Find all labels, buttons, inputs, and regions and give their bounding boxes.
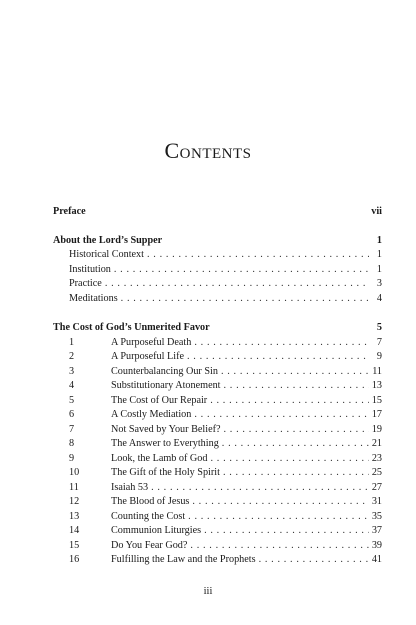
- toc-entry-label: Institution: [69, 263, 111, 275]
- toc-leader-dots: [259, 553, 369, 568]
- toc-section-heading[interactable]: [53, 234, 382, 249]
- toc-entry-label: Do You Fear God?: [111, 539, 188, 551]
- toc-entry-page: 31: [371, 496, 382, 507]
- toc-entry[interactable]: [53, 365, 382, 380]
- toc-entry[interactable]: [53, 466, 382, 481]
- toc-leader-dots: [151, 481, 369, 496]
- toc-entry-label: Fulfilling the Law and the Prophets: [111, 554, 256, 565]
- toc-entry-number: 8: [69, 438, 75, 449]
- toc-entry-label: Counting the Cost: [111, 510, 186, 522]
- toc-entry[interactable]: [53, 481, 382, 496]
- toc-gap: [53, 220, 382, 234]
- toc-entry-label: Historical Context: [69, 249, 144, 260]
- toc-entry[interactable]: [53, 539, 382, 554]
- toc-entry-number: 4: [69, 380, 75, 391]
- toc-entry-label: The Cost of God’s Unmerited Favor: [53, 322, 210, 333]
- toc-entry[interactable]: [53, 423, 382, 438]
- toc-entry-number: 13: [69, 510, 80, 522]
- toc-entry-label: Substitutionary Atonement: [111, 380, 221, 391]
- toc-entry-label: Communion Liturgies: [111, 525, 202, 536]
- toc-entry[interactable]: [53, 495, 382, 510]
- toc-section-items: [53, 248, 382, 306]
- toc-entry-label: Meditations: [69, 292, 118, 304]
- toc-entry-label: A Purposeful Life: [111, 351, 184, 362]
- toc-entry-page: 1: [376, 234, 382, 246]
- toc-leader-dots: [221, 365, 369, 380]
- toc-leader-dots: [187, 350, 369, 365]
- toc-entry-page: 19: [371, 423, 382, 435]
- toc-entry-number: 15: [69, 539, 80, 551]
- toc-leader-dots: [121, 292, 369, 307]
- toc-entry-page: 3: [376, 278, 382, 289]
- toc-entry-page: 5: [376, 322, 382, 333]
- toc-entry-page: 7: [376, 336, 382, 348]
- toc-leader-dots: [210, 394, 369, 409]
- toc-entry[interactable]: [53, 292, 382, 307]
- toc-entry-page: 4: [376, 292, 382, 304]
- toc-leader-dots: [192, 495, 368, 510]
- toc-entry-page: 11: [372, 365, 382, 377]
- toc-leader-dots: [194, 408, 368, 423]
- toc-entry[interactable]: [53, 553, 382, 568]
- toc-entry-page: 17: [371, 409, 382, 420]
- page-title: Contents: [164, 138, 252, 163]
- toc-leader-dots: [114, 263, 369, 278]
- toc-entry-page: 23: [371, 452, 382, 464]
- toc-entry-label: Not Saved by Your Belief?: [111, 423, 221, 435]
- toc-leader-dots: [190, 539, 368, 554]
- toc-entry-label: Counterbalancing Our Sin: [111, 365, 218, 377]
- toc-entry-page: 27: [371, 481, 382, 493]
- toc-entry-label: Look, the Lamb of God: [111, 452, 208, 464]
- toc-leader-dots: [210, 452, 368, 467]
- toc-entry-number: 1: [69, 336, 75, 348]
- toc-leader-dots: [147, 248, 369, 263]
- toc-entry[interactable]: [53, 277, 382, 292]
- toc-leader-dots: [224, 423, 369, 438]
- toc-leader-dots: [188, 510, 369, 525]
- toc-entry[interactable]: [53, 248, 382, 263]
- toc-entry-number: 2: [69, 351, 75, 362]
- toc-entry-page: 13: [371, 380, 382, 391]
- toc-entry[interactable]: [53, 350, 382, 365]
- toc-entry-label: Isaiah 53: [111, 481, 149, 493]
- toc-entry-label: A Purposeful Death: [111, 336, 192, 348]
- toc-entry[interactable]: [53, 452, 382, 467]
- toc-entry-label: About the Lord’s Supper: [53, 234, 163, 246]
- toc-entry-number: 14: [69, 525, 80, 536]
- toc-entry-number: 12: [69, 496, 80, 507]
- toc-entry-page: 9: [376, 351, 382, 362]
- toc-entry-label: Preface: [53, 206, 86, 217]
- toc-entry[interactable]: [53, 524, 382, 539]
- toc-entry[interactable]: [53, 263, 382, 278]
- toc-leader-dots: [224, 379, 369, 394]
- toc-entry-page: 1: [376, 249, 382, 260]
- toc-entry-page: 1: [376, 263, 382, 275]
- toc-entry-page: 35: [371, 510, 382, 522]
- toc-entry-page: vii: [371, 206, 382, 217]
- toc-entry-number: 11: [69, 481, 79, 493]
- toc-gap: [53, 306, 382, 321]
- page-number: iii: [203, 586, 213, 597]
- toc-entry[interactable]: [53, 437, 382, 452]
- toc-leader-dots: [222, 437, 369, 452]
- toc-leader-dots: [223, 466, 369, 481]
- toc-entry-number: 3: [69, 365, 75, 377]
- toc-section-items: [53, 336, 382, 568]
- toc-entry-page: 21: [371, 438, 382, 449]
- toc-entry[interactable]: [53, 510, 382, 525]
- toc-entry-number: 10: [69, 467, 80, 478]
- toc-entry-number: 9: [69, 452, 75, 464]
- toc-entry-number: 16: [69, 554, 80, 565]
- toc-entry-label: A Costly Mediation: [111, 409, 192, 420]
- toc-entry-label: The Blood of Jesus: [111, 496, 190, 507]
- toc-leader-dots: [204, 524, 369, 539]
- toc-entry-number: 5: [69, 394, 75, 406]
- toc-section-heading[interactable]: [53, 321, 382, 336]
- toc-entry-label: Practice: [69, 278, 102, 289]
- toc-entry-number: 7: [69, 423, 75, 435]
- toc-entry[interactable]: [53, 379, 382, 394]
- toc-leader-dots: [105, 277, 369, 292]
- toc-entry-preface[interactable]: [53, 205, 382, 220]
- toc-entry-page: 37: [371, 525, 382, 536]
- toc-entry[interactable]: [53, 336, 382, 351]
- toc-entry-label: The Answer to Everything: [111, 438, 219, 449]
- toc-entry-page: 25: [371, 467, 382, 478]
- toc-entry-page: 41: [371, 554, 382, 565]
- toc-entry-label: The Cost of Our Repair: [111, 394, 208, 406]
- toc-entry[interactable]: [53, 394, 382, 409]
- toc-entry-label: The Gift of the Holy Spirit: [111, 467, 220, 478]
- toc-entry[interactable]: [53, 408, 382, 423]
- toc-leader-dots: [194, 336, 369, 351]
- toc-entry-number: 6: [69, 409, 75, 420]
- toc-entry-page: 15: [371, 394, 382, 406]
- table-of-contents: [53, 205, 382, 568]
- toc-entry-page: 39: [371, 539, 382, 551]
